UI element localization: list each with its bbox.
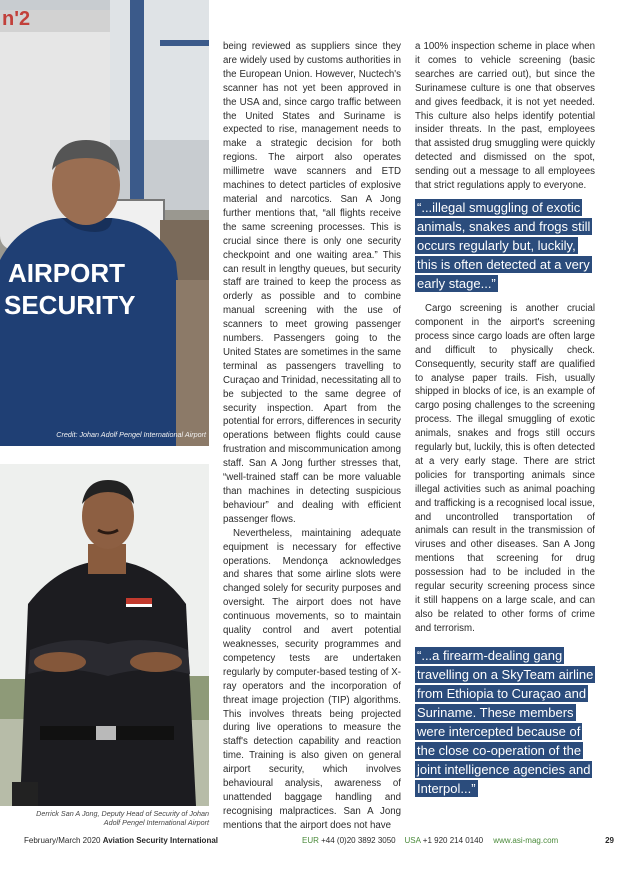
article-column-2 (415, 40, 595, 807)
issue-date: February/March 2020 (24, 836, 101, 845)
article-column-1 (223, 40, 401, 833)
footer-issue (24, 836, 218, 845)
paragraph: Nevertheless, maintaining adequate equipment is necessary for effective operations. Mendonça acknowledges and shares that some airline slots were changed solely for security purposes and oversight. The airport does not have continuous movements, so to maintain quality control and avert potential weaknesses, security programmes and competency tests are undertaken regularly by computer-based testing of X-ray operators and the incorporation of threat image projection (TIP) algorithms. This involves threats being projected during live operations to measure the staff's detection capability and reaction time. Training is also given on general airport security, which involves behavioural analysis, awareness of unattended baggage handling and recognising malpractices. San A Jong mentions that the airport does not have (223, 527, 401, 831)
footer-contacts (302, 836, 558, 845)
usa-phone: +1 920 214 0140 (422, 836, 484, 845)
paragraph: Cargo screening is another crucial component in the airport's screening process since cargo loads are often large and difficult to physically check. Consequently, security staff are qualified to analyse paper trails. Fish, usually shipped in blocks of ice, is an example of cargo posing challenges to the screening process. The illegal smuggling of exotic animals, snakes and frogs still occurs regularly but, luckily, this is often detected at a very early stage. There are strict policies for transporting animals since illegal activities such as animal poaching and trafficking is a recognised local issue, and uncontrolled transportation of animals can result in the transmission of viruses and other diseases. San A Jong mentions that screening for drug possession had to be included in the regular security screening process since it still happens on a large scale, and can also be related to other forms of crime and terrorism. (415, 302, 595, 634)
publication-name: Aviation Security International (102, 836, 218, 845)
pull-quote-text: “...illegal smuggling of exotic animals, snakes and frogs still occurs regularly but, luckily, this is often detected at a very early stage...” (417, 199, 591, 291)
svg-text:n'2: n'2 (2, 8, 31, 30)
portrait-illustration (0, 464, 209, 806)
pull-quote-text: “...a firearm-dealing gang travelling on a SkyTeam airline from Ethiopia to Curaçao and Suriname. These members were intercepted because of the close co-operation of the joint intelligence agencies and Interpol...” (417, 647, 594, 796)
website-link[interactable]: www.asi-mag.com (493, 836, 559, 845)
pull-quote (415, 646, 595, 798)
photo-credit: Credit: Johan Adolf Pengel International Airport (56, 430, 206, 439)
eur-phone: +44 (0)20 3892 3050 (321, 836, 396, 845)
paragraph: being reviewed as suppliers since they are widely used by customs authorities in the European Union. However, Nuctech's scanner has not yet been approved in the USA and, since cargo traffic between the United States and Suriname is expected to rise, management needs to make a strategic decision for both regions. The airport also operates millimetre wave scanners and ETD machines to detect particles of explosive material and narcotics. San A Jong further mentions that, “all flights receive the same screening processes. This is crucial since there is only one security checkpoint and one waiting area.” This can result in lengthy queues, but security staff are trained to keep the process as orderly as possible and to combine manual screening with the use of scanners to meet growing passenger numbers. Passengers going to the United States are sometimes in the same terminal as passengers travelling to Curaçao and Trinidad, necessitating all to be subjected to the same degree of security inspection. Apart from the potential for errors, differences in security operations between flights could cause frustration and miscommunication among staff. San A Jong further stresses that, “well-trained staff can be more valuable than machines in detecting suspicious behaviour” and dealing with efficient passenger flows. (223, 41, 401, 525)
usa-label: USA (404, 836, 421, 845)
photo-derrick-san-a-jong (0, 464, 209, 806)
portrait-caption: Derrick San A Jong, Deputy Head of Security of Johan Adolf Pengel International Airport (36, 809, 209, 827)
photo-airport-security-officer (0, 0, 209, 446)
uniform-text-security: SECURITY (4, 290, 136, 320)
security-officer-illustration (0, 0, 209, 446)
eur-label: EUR (302, 836, 319, 845)
page-number: 29 (605, 836, 614, 845)
uniform-text-airport: AIRPORT (8, 258, 125, 288)
pull-quote (415, 198, 595, 293)
page-footer (24, 836, 614, 850)
paragraph: a 100% inspection scheme in place when it comes to vehicle screening (basic searches are carried out), but since the Surinamese culture is one that observes and gives feedback, it is not yet needed. This culture also helps identify potential insider threats. In the past, employees that assisted drug smuggling were quickly detected and dismissed on the spot, sending out a message to all employees that strict regulations apply to everyone. (415, 41, 595, 192)
